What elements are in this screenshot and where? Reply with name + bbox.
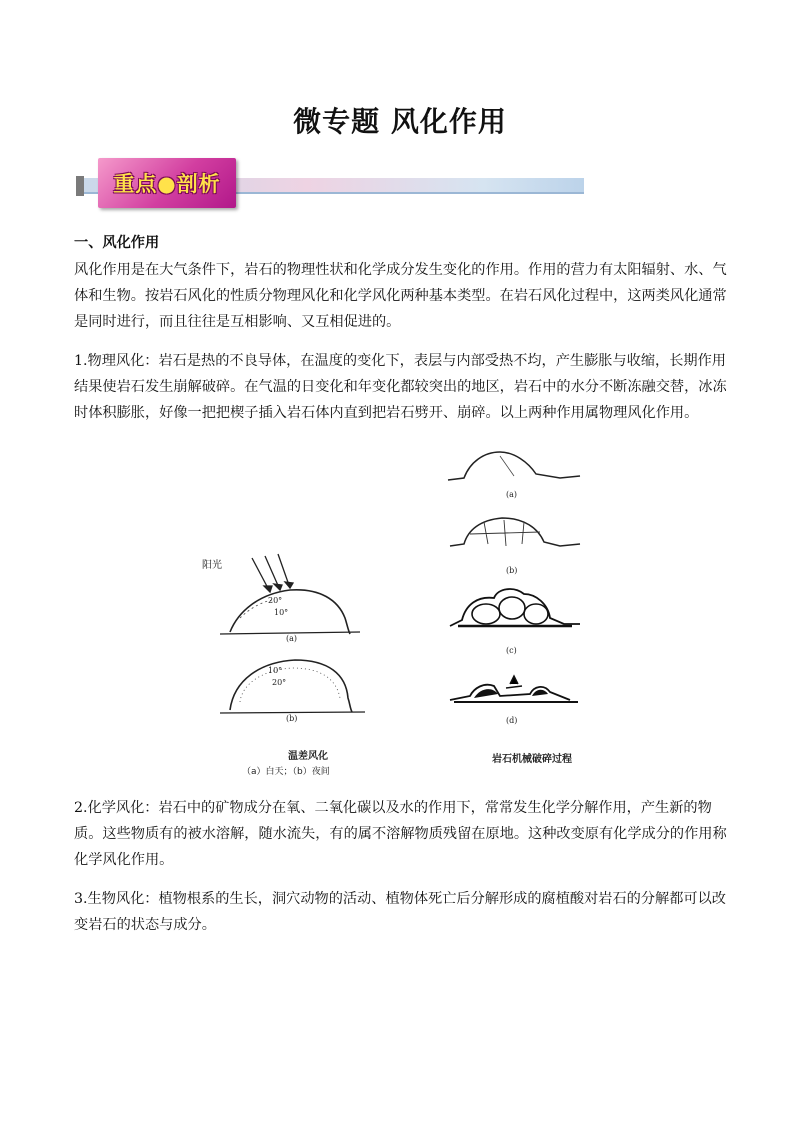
figure-label: (a) [286, 634, 298, 643]
mechanical-breakdown-figure [440, 448, 600, 770]
temp-label: 20° [272, 678, 287, 687]
chemical-line: 质。这些物质有的被水溶解，随水流失，有的属不溶解物质残留在原地。这种改变原有化学成分的作用称 [74, 826, 727, 842]
section-banner [76, 158, 586, 212]
intro-line: 是同时进行，而且往往是互相影响、又互相促进的。 [74, 314, 401, 330]
biological-line: 变岩石的状态与成分。 [74, 917, 216, 933]
section-heading: 一、风化作用 [74, 235, 160, 251]
figure-caption: 温差风化 [288, 751, 328, 762]
chemical-line: 2.化学风化：岩石中的矿物成分在氧、二氧化碳以及水的作用下，常常发生化学分解作用，产生新的物 [74, 800, 712, 816]
figure-label: (a) [506, 490, 518, 499]
figure-label: (c) [506, 646, 517, 655]
physical-line: 结果使岩石发生崩解破碎。在气温的日变化和年变化都较突出的地区，岩石中的水分不断冻融交替，冰冻 [74, 379, 727, 395]
biological-line: 3.生物风化：植物根系的生长，洞穴动物的活动、植物体死亡后分解形成的腐植酸对岩石的分解都可以改 [74, 891, 726, 907]
mechanical-breakdown-drawing [440, 448, 600, 738]
physical-line: 1.物理风化：岩石是热的不良导体，在温度的变化下，表层与内部受热不均，产生膨胀与收缩，长期作用 [74, 353, 726, 369]
banner-left-cap [76, 176, 84, 196]
banner-tag: 重点●剖析 [98, 158, 236, 208]
temp-label: 20° [268, 596, 283, 605]
figure-subcaption: （a）白天；（b）夜间 [242, 767, 330, 777]
figure-label: (d) [506, 716, 518, 725]
physical-weathering-paragraph [74, 348, 734, 426]
biological-weathering-paragraph [74, 886, 734, 938]
chemical-weathering-paragraph [74, 795, 734, 873]
figure-label: (b) [506, 566, 518, 575]
figure-label: (b) [286, 714, 298, 723]
thermal-weathering-figure [200, 550, 380, 790]
intro-paragraph [74, 257, 734, 335]
temp-label: 10° [268, 666, 283, 675]
sun-label: 阳光 [202, 560, 222, 571]
physical-line: 时体积膨胀，好像一把把楔子插入岩石体内直到把岩石劈开、崩碎。以上两种作用属物理风化作用。 [74, 405, 699, 421]
intro-line: 风化作用是在大气条件下，岩石的物理性状和化学成分发生变化的作用。作用的营力有太阳辐射、水、气 [74, 262, 727, 278]
intro-line: 体和生物。按岩石风化的性质分物理风化和化学风化两种基本类型。在岩石风化过程中，这两类风化通常 [74, 288, 727, 304]
temp-label: 10° [274, 608, 289, 617]
chemical-line: 化学风化作用。 [74, 852, 174, 868]
figure-caption: 岩石机械破碎过程 [492, 754, 572, 765]
page-title: 微专题 风化作用 [293, 105, 507, 138]
